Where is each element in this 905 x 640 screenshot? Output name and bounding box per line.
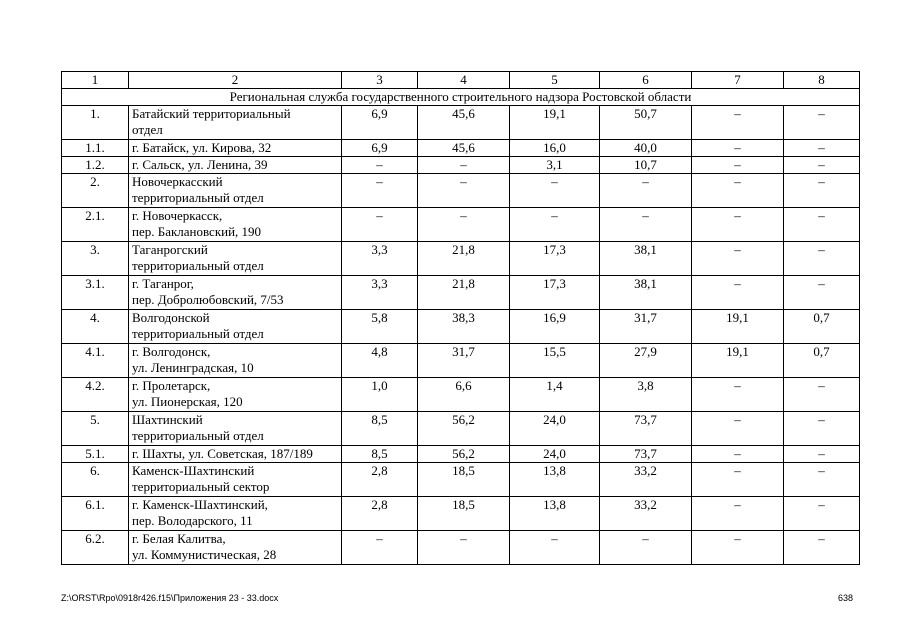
value-cell: 3,1 bbox=[510, 157, 600, 174]
value-cell: – bbox=[600, 208, 692, 242]
row-name bbox=[129, 412, 342, 446]
value-cell: – bbox=[784, 208, 860, 242]
value-cell: 1,0 bbox=[342, 378, 418, 412]
value-cell: – bbox=[342, 208, 418, 242]
row-number: 1.1. bbox=[62, 140, 129, 157]
section-row bbox=[62, 89, 860, 106]
value-cell: – bbox=[342, 531, 418, 565]
row-name-line: пер. Баклановский, 190 bbox=[132, 224, 262, 239]
value-cell: 33,2 bbox=[600, 463, 692, 497]
row-name-line: ул. Ленинградская, 10 bbox=[132, 360, 254, 375]
value-cell: – bbox=[692, 463, 784, 497]
footer-page-number: 638 bbox=[838, 593, 854, 603]
row-name-line: Каменск-Шахтинский bbox=[132, 463, 255, 478]
value-cell: 21,8 bbox=[418, 276, 510, 310]
row-name-line: пер. Добролюбовский, 7/53 bbox=[132, 292, 284, 307]
row-name-line: территориальный отдел bbox=[132, 190, 264, 205]
value-cell: 18,5 bbox=[418, 463, 510, 497]
value-cell: 33,2 bbox=[600, 497, 692, 531]
value-cell: – bbox=[510, 531, 600, 565]
row-number: 4. bbox=[62, 310, 129, 344]
row-name-line: территориальный отдел bbox=[132, 428, 264, 443]
header-cell: 4 bbox=[418, 72, 510, 89]
value-cell: – bbox=[784, 140, 860, 157]
header-cell: 1 bbox=[62, 72, 129, 89]
value-cell: – bbox=[784, 106, 860, 140]
value-cell: – bbox=[784, 446, 860, 463]
value-cell: 8,5 bbox=[342, 446, 418, 463]
row-name bbox=[129, 531, 342, 565]
value-cell: – bbox=[784, 157, 860, 174]
value-cell: 73,7 bbox=[600, 412, 692, 446]
row-name bbox=[129, 140, 342, 157]
value-cell: 38,3 bbox=[418, 310, 510, 344]
header-cell: 5 bbox=[510, 72, 600, 89]
row-name-line: г. Каменск-Шахтинский, bbox=[132, 497, 268, 512]
value-cell: – bbox=[418, 531, 510, 565]
value-cell: 17,3 bbox=[510, 276, 600, 310]
value-cell: – bbox=[784, 242, 860, 276]
header-cell: 8 bbox=[784, 72, 860, 89]
table-row bbox=[62, 378, 860, 412]
header-row bbox=[62, 72, 860, 89]
value-cell: – bbox=[692, 157, 784, 174]
value-cell: – bbox=[784, 378, 860, 412]
value-cell: 31,7 bbox=[600, 310, 692, 344]
table-row bbox=[62, 174, 860, 208]
row-name-line: территориальный сектор bbox=[132, 479, 270, 494]
footer-file-path: Z:\ORST\Rpo\0918r426.f15\Приложения 23 - 33.docx bbox=[61, 593, 279, 603]
row-name-line: ул. Пионерская, 120 bbox=[132, 394, 243, 409]
value-cell: – bbox=[784, 497, 860, 531]
value-cell: – bbox=[510, 174, 600, 208]
row-name-line: г. Белая Калитва, bbox=[132, 531, 226, 546]
value-cell: – bbox=[692, 412, 784, 446]
table-row bbox=[62, 531, 860, 565]
table-row bbox=[62, 344, 860, 378]
value-cell: 17,3 bbox=[510, 242, 600, 276]
row-number: 4.1. bbox=[62, 344, 129, 378]
row-number: 6.1. bbox=[62, 497, 129, 531]
row-name-line: территориальный отдел bbox=[132, 258, 264, 273]
value-cell: – bbox=[784, 174, 860, 208]
value-cell: 24,0 bbox=[510, 446, 600, 463]
value-cell: – bbox=[692, 531, 784, 565]
table-row bbox=[62, 497, 860, 531]
value-cell: – bbox=[342, 174, 418, 208]
row-name-line: территориальный отдел bbox=[132, 326, 264, 341]
row-name bbox=[129, 106, 342, 140]
value-cell: 3,8 bbox=[600, 378, 692, 412]
table-row bbox=[62, 157, 860, 174]
row-number: 6.2. bbox=[62, 531, 129, 565]
value-cell: – bbox=[692, 174, 784, 208]
row-number: 3. bbox=[62, 242, 129, 276]
value-cell: 45,6 bbox=[418, 106, 510, 140]
value-cell: – bbox=[784, 412, 860, 446]
value-cell: 16,0 bbox=[510, 140, 600, 157]
value-cell: 5,8 bbox=[342, 310, 418, 344]
value-cell: – bbox=[692, 446, 784, 463]
row-name-line: Таганрогский bbox=[132, 242, 208, 257]
row-name-line: Волгодонской bbox=[132, 310, 210, 325]
value-cell: 13,8 bbox=[510, 497, 600, 531]
row-name-line: г. Новочеркасск, bbox=[132, 208, 223, 223]
row-name-line: Батайский территориальный bbox=[132, 106, 291, 121]
row-name-line: Шахтинский bbox=[132, 412, 203, 427]
value-cell: – bbox=[692, 242, 784, 276]
value-cell: 38,1 bbox=[600, 276, 692, 310]
value-cell: 19,1 bbox=[692, 344, 784, 378]
value-cell: – bbox=[600, 531, 692, 565]
value-cell: 13,8 bbox=[510, 463, 600, 497]
value-cell: 56,2 bbox=[418, 412, 510, 446]
value-cell: 50,7 bbox=[600, 106, 692, 140]
table-row bbox=[62, 463, 860, 497]
row-name-line: г. Батайск, ул. Кирова, 32 bbox=[132, 140, 272, 155]
table-row bbox=[62, 276, 860, 310]
value-cell: – bbox=[418, 174, 510, 208]
row-name bbox=[129, 463, 342, 497]
value-cell: 45,6 bbox=[418, 140, 510, 157]
value-cell: 38,1 bbox=[600, 242, 692, 276]
value-cell: 21,8 bbox=[418, 242, 510, 276]
value-cell: – bbox=[418, 157, 510, 174]
value-cell: 15,5 bbox=[510, 344, 600, 378]
value-cell: 6,9 bbox=[342, 140, 418, 157]
row-name bbox=[129, 497, 342, 531]
value-cell: 6,9 bbox=[342, 106, 418, 140]
value-cell: 4,8 bbox=[342, 344, 418, 378]
row-number: 5. bbox=[62, 412, 129, 446]
value-cell: 56,2 bbox=[418, 446, 510, 463]
value-cell: 3,3 bbox=[342, 276, 418, 310]
header-cell: 2 bbox=[129, 72, 342, 89]
value-cell: – bbox=[418, 208, 510, 242]
value-cell: 19,1 bbox=[692, 310, 784, 344]
row-name-line: г. Сальск, ул. Ленина, 39 bbox=[132, 157, 268, 172]
value-cell: 6,6 bbox=[418, 378, 510, 412]
row-name bbox=[129, 174, 342, 208]
value-cell: 31,7 bbox=[418, 344, 510, 378]
value-cell: 19,1 bbox=[510, 106, 600, 140]
value-cell: – bbox=[342, 157, 418, 174]
table-row bbox=[62, 242, 860, 276]
table-row bbox=[62, 310, 860, 344]
row-name bbox=[129, 310, 342, 344]
row-number: 1.2. bbox=[62, 157, 129, 174]
header-cell: 7 bbox=[692, 72, 784, 89]
row-name bbox=[129, 344, 342, 378]
value-cell: – bbox=[510, 208, 600, 242]
row-number: 2.1. bbox=[62, 208, 129, 242]
row-name bbox=[129, 242, 342, 276]
row-name-line: г. Волгодонск, bbox=[132, 344, 211, 359]
value-cell: 0,7 bbox=[784, 344, 860, 378]
value-cell: – bbox=[692, 140, 784, 157]
value-cell: – bbox=[784, 531, 860, 565]
value-cell: 0,7 bbox=[784, 310, 860, 344]
value-cell: – bbox=[600, 174, 692, 208]
value-cell: 24,0 bbox=[510, 412, 600, 446]
value-cell: – bbox=[692, 497, 784, 531]
row-name-line: Новочеркасский bbox=[132, 174, 223, 189]
row-name-line: г. Шахты, ул. Советская, 187/189 bbox=[132, 446, 313, 461]
header-cell: 6 bbox=[600, 72, 692, 89]
value-cell: 1,4 bbox=[510, 378, 600, 412]
value-cell: 73,7 bbox=[600, 446, 692, 463]
value-cell: 18,5 bbox=[418, 497, 510, 531]
table-body bbox=[62, 72, 860, 565]
row-name-line: пер. Володарского, 11 bbox=[132, 513, 253, 528]
value-cell: 10,7 bbox=[600, 157, 692, 174]
value-cell: 3,3 bbox=[342, 242, 418, 276]
row-name bbox=[129, 208, 342, 242]
row-name bbox=[129, 378, 342, 412]
row-name bbox=[129, 276, 342, 310]
row-name-line: г. Пролетарск, bbox=[132, 378, 211, 393]
value-cell: – bbox=[692, 378, 784, 412]
header-cell: 3 bbox=[342, 72, 418, 89]
value-cell: 2,8 bbox=[342, 497, 418, 531]
row-name-line: г. Таганрог, bbox=[132, 276, 194, 291]
table-row bbox=[62, 446, 860, 463]
value-cell: 40,0 bbox=[600, 140, 692, 157]
row-name bbox=[129, 446, 342, 463]
table-row bbox=[62, 106, 860, 140]
row-number: 6. bbox=[62, 463, 129, 497]
value-cell: 8,5 bbox=[342, 412, 418, 446]
row-number: 4.2. bbox=[62, 378, 129, 412]
value-cell: 2,8 bbox=[342, 463, 418, 497]
row-number: 3.1. bbox=[62, 276, 129, 310]
row-name-line: отдел bbox=[132, 122, 163, 137]
value-cell: – bbox=[692, 208, 784, 242]
value-cell: – bbox=[692, 106, 784, 140]
row-number: 5.1. bbox=[62, 446, 129, 463]
value-cell: 27,9 bbox=[600, 344, 692, 378]
row-number: 2. bbox=[62, 174, 129, 208]
value-cell: 16,9 bbox=[510, 310, 600, 344]
row-name-line: ул. Коммунистическая, 28 bbox=[132, 547, 277, 562]
table-row bbox=[62, 412, 860, 446]
section-title: Региональная служба государственного строительного надзора Ростовской области bbox=[62, 89, 860, 106]
row-name bbox=[129, 157, 342, 174]
data-table bbox=[61, 71, 860, 565]
row-number: 1. bbox=[62, 106, 129, 140]
table-row bbox=[62, 208, 860, 242]
value-cell: – bbox=[784, 276, 860, 310]
value-cell: – bbox=[784, 463, 860, 497]
table-row bbox=[62, 140, 860, 157]
value-cell: – bbox=[692, 276, 784, 310]
